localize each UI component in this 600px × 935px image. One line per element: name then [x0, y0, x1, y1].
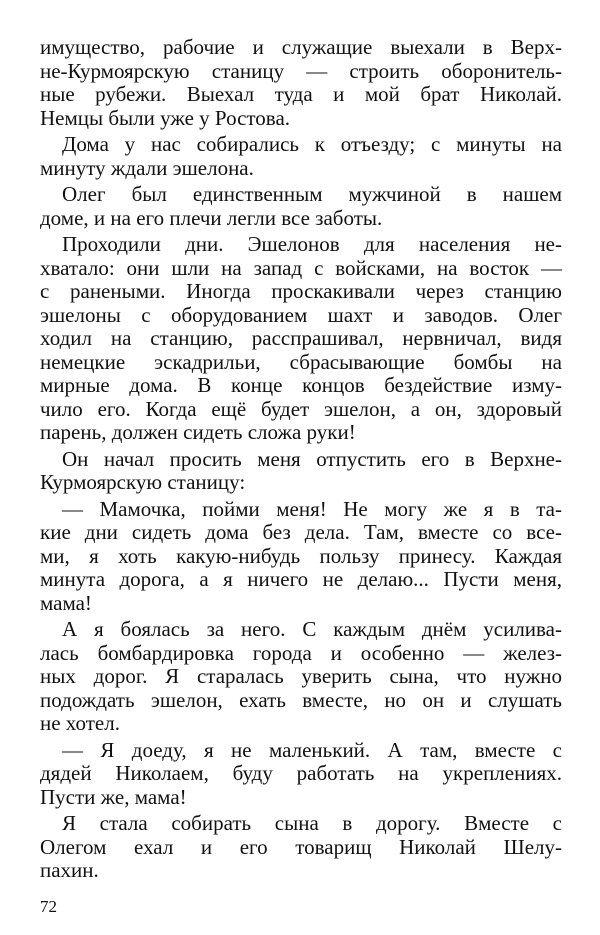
text-line: Я стала собирать сына в дорогу. Вместе с — [62, 811, 562, 835]
text-line: ми, я хоть какую-нибудь пользу принесу. Каждая — [40, 543, 562, 568]
paragraph — [40, 812, 562, 883]
page-number: 72 — [40, 897, 57, 916]
paragraph — [40, 448, 562, 495]
text-line: имущество, рабочие и служащие выехали в Верх- — [40, 35, 562, 59]
text-line: доме, и на его плечи легли все заботы. — [40, 205, 383, 230]
text-line: пахин. — [40, 858, 99, 882]
text-line: А я боялась за него. С каждым днём усилива- — [62, 617, 562, 641]
text-line: парень, должен сидеть сложа руки! — [40, 420, 356, 444]
text-line: лась бомбардировка города и особенно — желез- — [40, 640, 562, 665]
text-line: с ранеными. Иногда проскакивали через станцию — [40, 279, 562, 303]
text-line: чило его. Когда ещё будет эшелон, а он, здоровый — [40, 396, 562, 421]
text-line: Он начал просить меня отпустить его в Верхне- — [62, 446, 562, 471]
paragraph — [40, 133, 562, 180]
paragraph — [40, 183, 562, 230]
text-line: Курмоярскую станицу: — [40, 470, 246, 494]
text-line: мирные дома. В конце концов бездействие изму- — [40, 373, 562, 397]
text-line: ходил на станцию, расспрашивал, нервничал, видя — [40, 326, 562, 350]
text-line: эшелоны с оборудованием шахт и заводов. Олег — [40, 302, 562, 327]
text-line: немецкие эскадрильи, сбрасывающие бомбы на — [40, 349, 562, 374]
text-line: минуту ждали эшелона. — [40, 155, 254, 180]
book-page — [40, 36, 562, 886]
text-line: подождать эшелон, ехать вместе, но он и слушать — [40, 687, 562, 712]
paragraph — [40, 618, 562, 736]
paragraph — [40, 498, 562, 616]
text-line: Немцы были уже у Ростова. — [40, 105, 291, 130]
text-line: — Мамочка, пойми меня! Не могу же я в та- — [62, 496, 562, 521]
text-line: не-Курмоярскую станицу — строить оборонитель- — [40, 58, 562, 83]
text-line: — Я доеду, я не маленький. А там, вместе с — [62, 737, 562, 762]
text-line: ные рубежи. Выехал туда и мой брат Николай. — [40, 82, 562, 106]
paragraph — [40, 36, 562, 130]
text-line: ных дорог. Я старалась уверить сына, что нужно — [40, 664, 562, 688]
text-line: мама! — [40, 590, 92, 615]
paragraph — [40, 233, 562, 445]
text-line: дядей Николаем, буду работать на укреплениях. — [40, 761, 562, 785]
text-line: не хотел. — [40, 711, 120, 735]
text-line: Пусти же, мама! — [40, 784, 187, 809]
text-line: хватало: они шли на запад с войсками, на восток — — [40, 255, 562, 280]
paragraph — [40, 739, 562, 810]
text-line: минута дорога, а я ничего не делаю... Пусти меня, — [40, 567, 562, 591]
text-line: Олег был единственным мужчиной в нашем — [62, 182, 562, 206]
text-line: Дома у нас собирались к отъезду; с минуты на — [62, 132, 562, 156]
text-line: Проходили дни. Эшелонов для населения не- — [62, 232, 562, 256]
text-line: кие дни сидеть дома без дела. Там, вместе со все- — [40, 520, 562, 544]
text-line: Олегом ехал и его товарищ Николай Шелу- — [40, 834, 562, 859]
